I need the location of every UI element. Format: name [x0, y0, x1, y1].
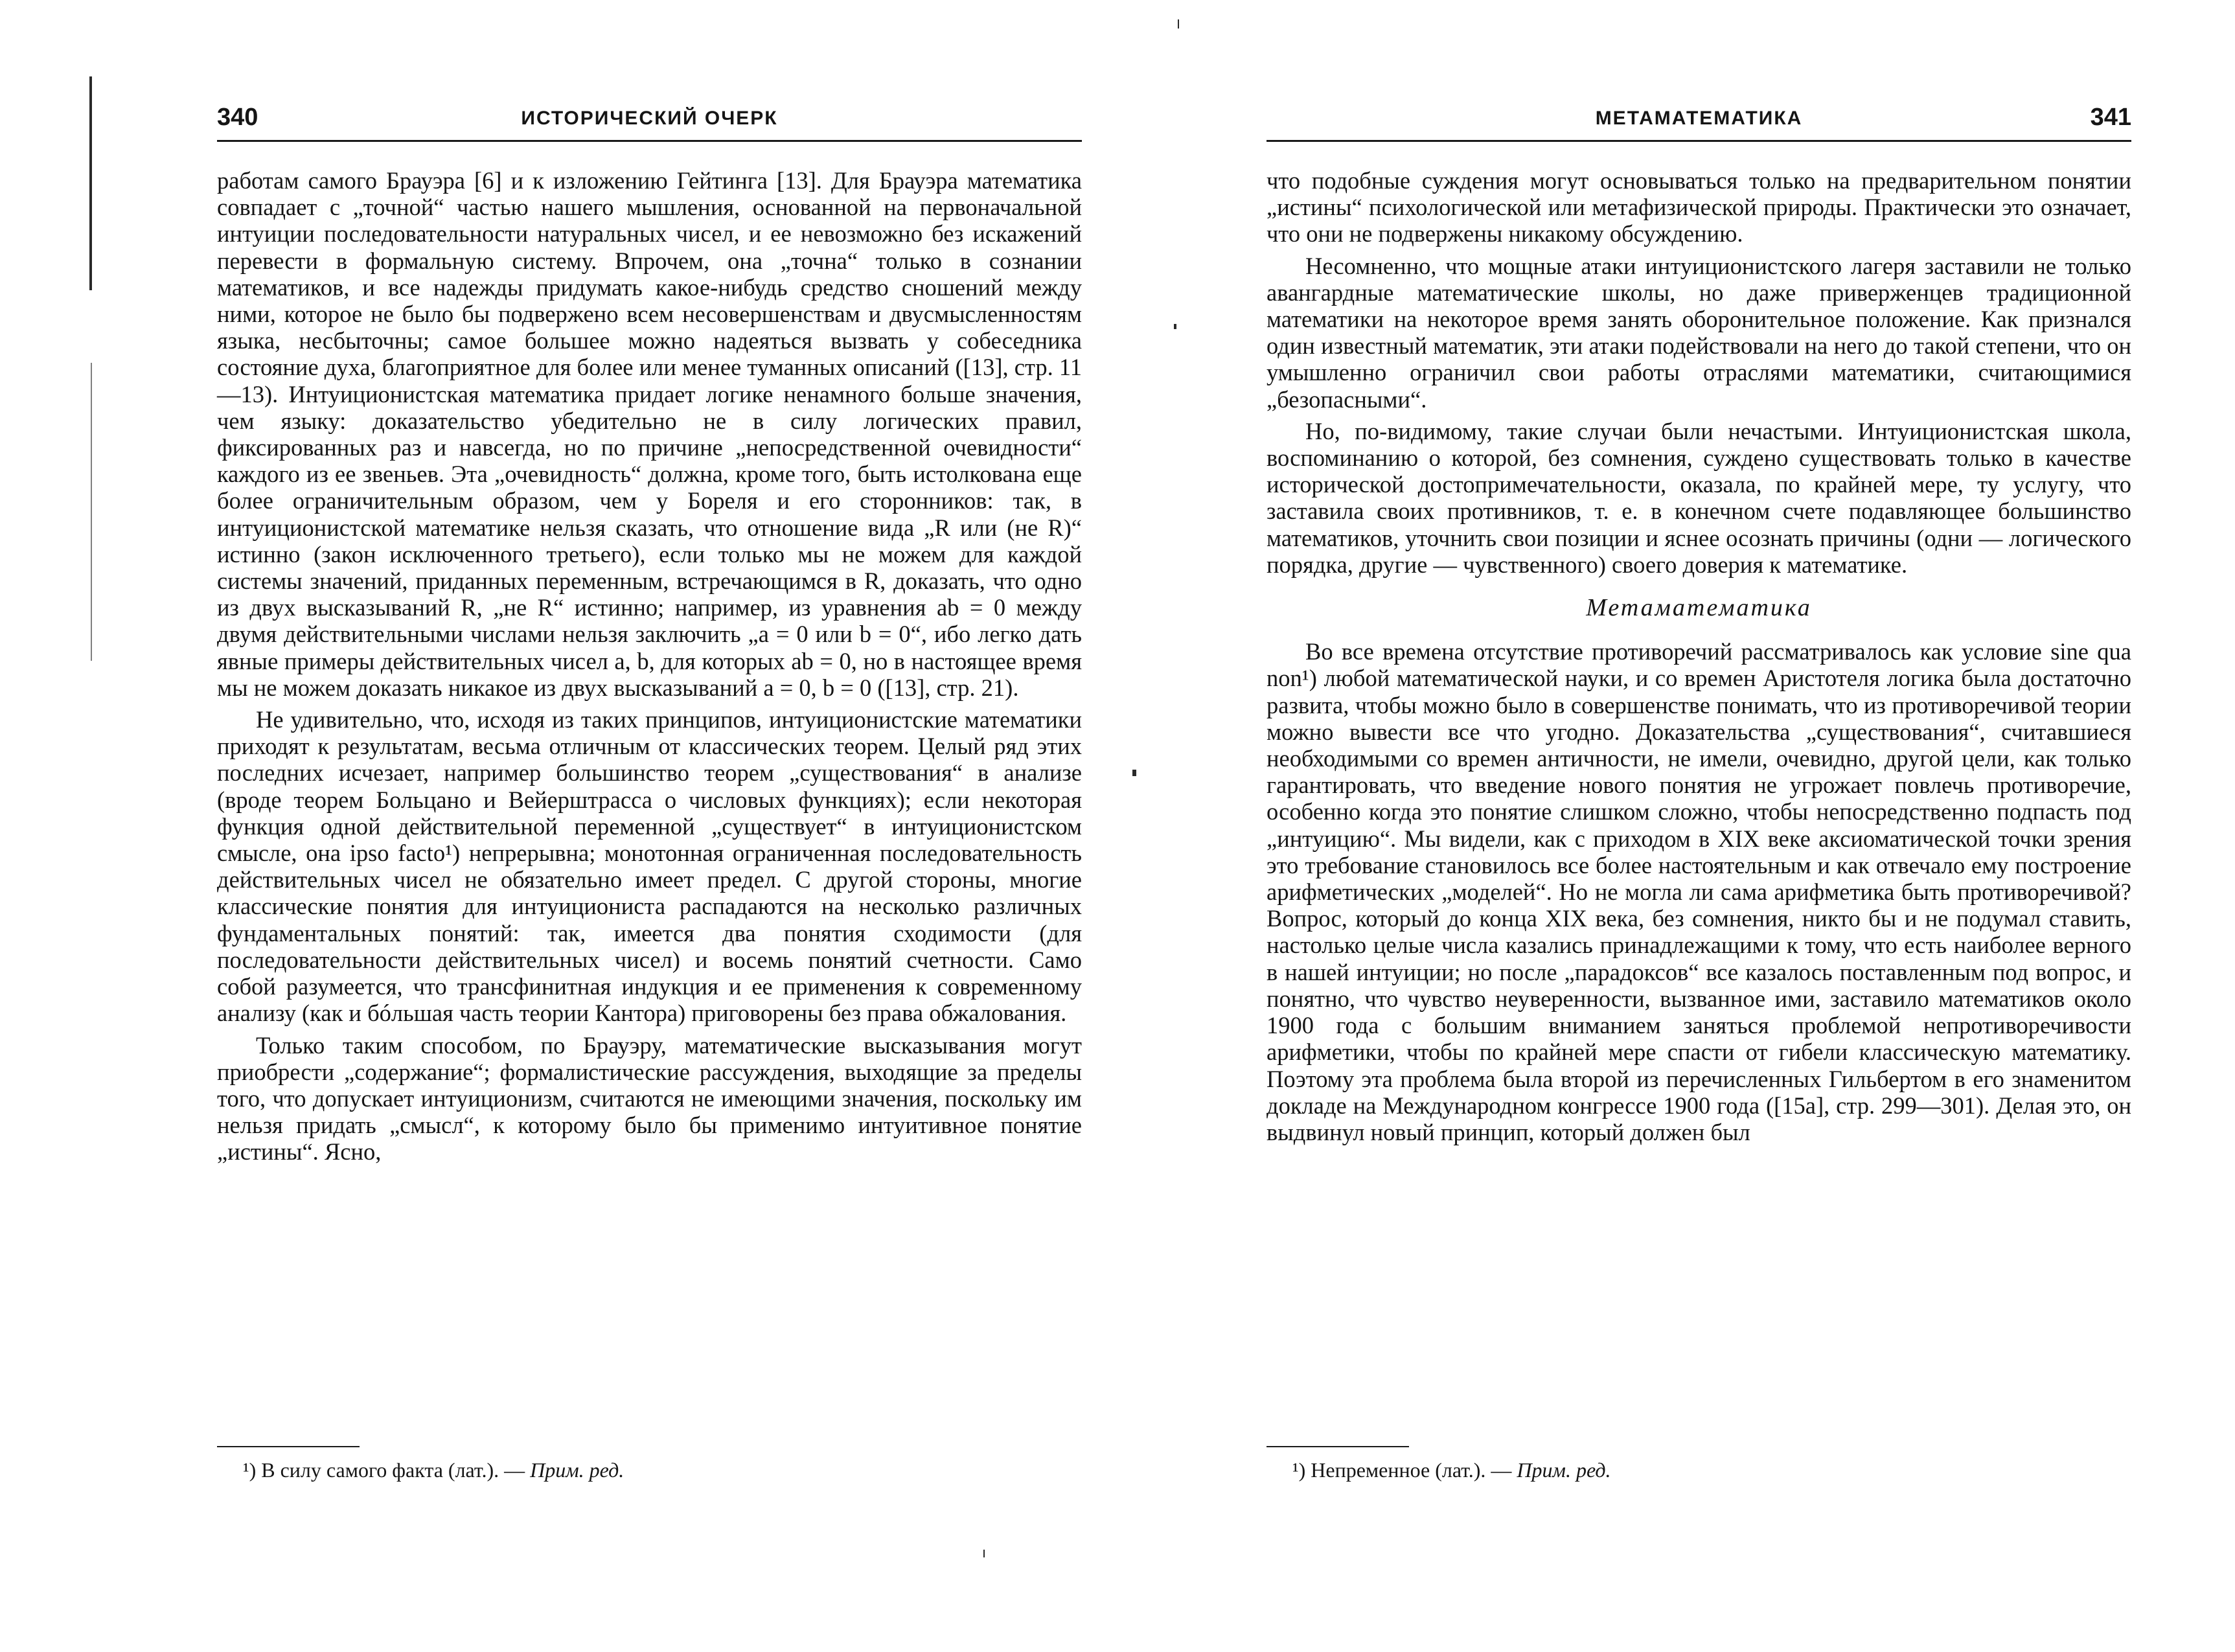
gutter-speck [1132, 770, 1136, 776]
right-paragraph-1: что подобные суждения могут основываться только на предварительном понятии „истины“ психологической или метафизической природы. Практически это означает, что они не подвержены никакому обсуждению. [1266, 167, 2131, 247]
gutter-speck [1178, 19, 1179, 29]
left-running-head-title: ИСТОРИЧЕСКИЙ ОЧЕРК [521, 108, 778, 129]
left-margin-scan-line-2 [91, 363, 92, 661]
left-page-number: 340 [217, 104, 258, 131]
section-heading: Метаматематика [1586, 594, 1812, 622]
left-paragraph-3: Только таким способом, по Брауэру, математические высказывания могут приобрести „содержание“; формалистические рассуждения, выходящие за пределы того, что допускает интуиционизм, считаются не имеющими значения, поскольку им нельзя придать „смысл“, к которому было бы применимо интуитивное понятие „истины“. Ясно, [217, 1031, 1082, 1165]
right-paragraph-3: Но, по-видимому, такие случаи были нечастыми. Интуиционистская школа, воспоминанию о которой, без сомнения, суждено существовать только в качестве исторической достопримечательности, оказала, по крайней мере, ту услугу, что заставила своих противников, т. е. в конечном счете подавляющее большинство математиков, уточнить свои позиции и яснее осознать причины (одни — логического порядка, другие — чувственного) своего доверия к математике. [1266, 417, 2131, 578]
left-footnote-rule [217, 1446, 360, 1447]
right-footnote-text: ¹) Непременное (лат.). — [1292, 1458, 1517, 1482]
left-body-text [217, 167, 1082, 1171]
right-body-text [1266, 167, 2131, 1151]
left-running-head [217, 104, 1082, 142]
right-page-number: 341 [2090, 104, 2131, 131]
right-footnote-abbr: Прим. ред. [1517, 1458, 1611, 1482]
left-footnote [243, 1458, 1079, 1482]
gutter-speck [983, 1550, 985, 1557]
right-paragraph-4: Во все времена отсутствие противоречий рассматривалось как условие sine qua non¹) любой математической науки, и со времен Аристотеля логика была достаточно развита, чтобы можно было в совершенстве понимать, что из противоречивой теории можно вывести все что угодно. Доказательства „существования“, считавшиеся необходимыми со времен античности, не имели, очевидно, другой цели, как только гарантировать, что введение нового понятия не угрожает повлечь противоречие, особенно когда это понятие слишком сложно, чтобы непосредственно подпасть под „интуицию“. Мы видели, как с приходом в XIX веке аксиоматической точки зрения это требование становилось все более настоятельным и как отвечало ему построение арифметических „моделей“. Но не могла ли сама арифметика быть противоречивой? Вопрос, который до конца XIX века, без сомнения, никто бы и не подумал ставить, настолько целые числа казались принадлежащими к тому, что есть наиболее верного в нашей интуиции; но после „парадоксов“ все казалось поставленным под вопрос, и понятно, что чувство неуверенности, вызванное ими, заставило математиков около 1900 года с большим вниманием заняться проблемой непротиворечивости арифметики, чтобы по крайней мере спасти от гибели классическую математику. Поэтому эта проблема была второй из перечисленных Гильбертом в его знаменитом докладе на Международном конгрессе 1900 года ([15a], стр. 299—301). Делая это, он выдвинул новый принцип, который должен был [1266, 638, 2131, 1145]
right-paragraph-2: Несомненно, что мощные атаки интуиционистского лагеря заставили не только авангардные математические школы, но даже приверженцев традиционной математики на некоторое время занять оборонительное положение. Как признался один известный математик, эти атаки подействовали на него до такой степени, что он умышленно ограничил свои работы отраслями математики, считающимися „безопасными“. [1266, 252, 2131, 413]
gutter-speck [1174, 324, 1176, 329]
left-footnote-abbr: Прим. ред. [530, 1458, 625, 1482]
right-footnote-rule [1266, 1446, 1409, 1447]
left-paragraph-1: работам самого Брауэра [6] и к изложению Гейтинга [13]. Для Брауэра математика совпадает с „точной“ частью нашего мышления, основанной на первоначальной интуиции последовательности натуральных чисел, и ее невозможно без искажений перевести в формальную систему. Впрочем, она „точна“ только в сознании математиков, и все надежды придумать какое-нибудь средство сношений между ними, которое не было бы подвержено всем несовершенствам и двусмысленностям языка, несбыточны; самое большее можно надеяться вызвать у собеседника состояние духа, благоприятное для более или менее туманных описаний ([13], стр. 11—13). Интуиционистская математика придает логике ненамного больше значения, чем языку: доказательство убедительно не в силу логических правил, фиксированных раз и навсегда, но по причине „непосредственной очевидности“ каждого из ее звеньев. Эта „очевидность“ должна, кроме того, быть истолкована еще более ограничительным образом, чем у Бореля и его сторонников: так, в интуиционистской математике нельзя сказать, что отношение вида „R или (не R)“ истинно (закон исключенного третьего), если только мы не можем для каждой системы значений, приданных переменным, встречающимся в R, доказать, что одно из двух высказываний R, „не R“ истинно; например, из уравнения ab = 0 между двумя действительными числами нельзя заключить „a = 0 или b = 0“, ибо легко дать явные примеры действительных чисел a, b, для которых ab = 0, но в настоящее время мы не можем доказать никакое из двух высказываний a = 0, b = 0 ([13], стр. 21). [217, 167, 1082, 701]
right-footnote [1292, 1458, 2128, 1482]
left-footnote-text: ¹) В силу самого факта (лат.). — [243, 1458, 531, 1482]
left-paragraph-2: Не удивительно, что, исходя из таких принципов, интуиционистские математики приходят к результатам, весьма отличным от классических теорем. Целый ряд этих последних исчезает, например большинство теорем „существования“ в анализе (вроде теорем Больцано и Вейерштрасса о числовых функциях); если некоторая функция одной действительной переменной „существует“ в интуиционистском смысле, она ipso facto¹) непрерывна; монотонная ограниченная последовательность действительных чисел не обязательно имеет предел. С другой стороны, многие классические понятия для интуициониста распадаются на несколько различных фундаментальных понятий: так, имеется два понятия сходимости (для последовательности действительных чисел) и восемь понятий счетности. Само собой разумеется, что трансфинитная индукция и ее применения к современному анализу (как и бóльшая часть теории Кантора) приговорены без права обжалования. [217, 706, 1082, 1027]
right-running-head-title: МЕТАМАТЕМАТИКА [1595, 108, 1803, 129]
left-margin-scan-line [89, 76, 92, 290]
right-page [1118, 0, 2235, 1652]
right-running-head [1266, 104, 2131, 142]
